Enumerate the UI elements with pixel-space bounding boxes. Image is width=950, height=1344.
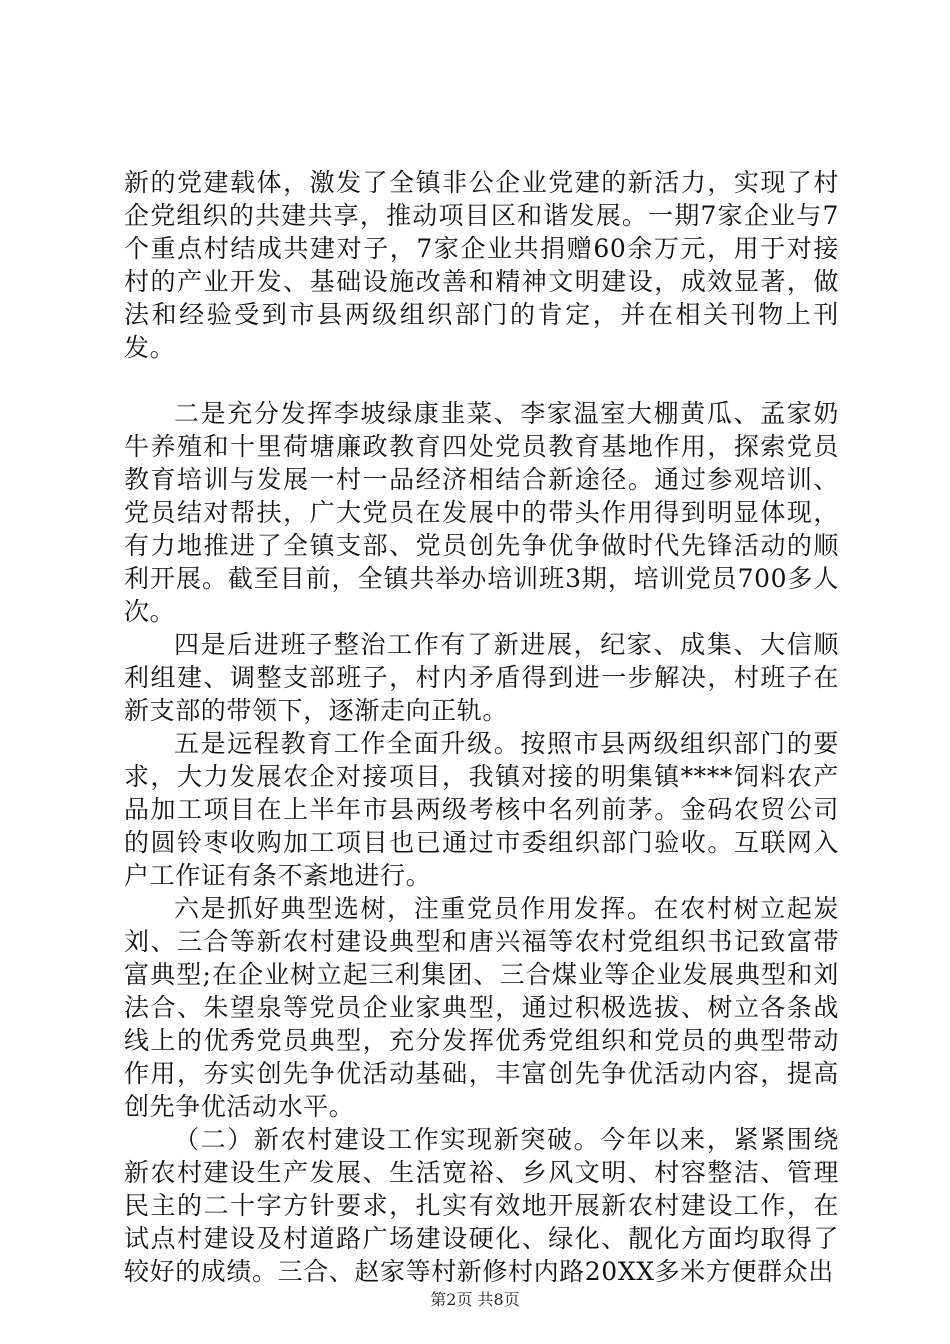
paragraph-intro-continued: 新的党建载体，激发了全镇非公企业党建的新活力，实现了村企党组织的共建共享，推动项目区和谐发展。一期7家企业与7个重点村结成共建对子，7家企业共捐赠60余万元，用于对接村的产业开发、基础设施改善和精神文明建设，成效显著，做法和经验受到市县两级组织部门的肯定，并在相关刊物上刊发。 bbox=[124, 168, 839, 362]
paragraph-section-two: （二）新农村建设工作实现新突破。今年以来，紧紧围绕新农村建设生产发展、生活宽裕、乡风文明、村容整洁、管理民主的二十字方针要求，扎实有效地开展新农村建设工作，在试点村建设及村道路广场建设硬化、绿化、靓化方面均取得了较好的成绩。三合、赵家等村新修村内路20XX多米方便群众出 bbox=[124, 1125, 839, 1286]
document-body bbox=[124, 166, 839, 1288]
page-number-footer: 第2页 共8页 bbox=[430, 1290, 520, 1309]
paragraph-point-six: 六是抓好典型选树，注重党员作用发挥。在农村树立起炭刘、三合等新农村建设典型和唐兴福等农村党组织书记致富带富典型;在企业树立起三利集团、三合煤业等企业发展典型和刘法合、朱望泉等党员企业家典型，通过积极选拔、树立各条战线上的优秀党员典型，充分发挥优秀党组织和党员的典型带动作用，夯实创先争优活动基础，丰富创先争优活动内容，提高创先争优活动水平。 bbox=[124, 894, 839, 1121]
paragraph-point-five: 五是远程教育工作全面升级。按照市县两级组织部门的要求，大力发展农企对接项目，我镇对接的明集镇****饲料农产品加工项目在上半年市县两级考核中名列前茅。金码农贸公司的圆铃枣收购加工项目也已通过市委组织部门验收。互联网入户工作证有条不紊地进行。 bbox=[124, 729, 839, 890]
paragraph-point-two: 二是充分发挥李坡绿康韭菜、李家温室大棚黄瓜、孟家奶牛养殖和十里荷塘廉政教育四处党员教育基地作用，探索党员教育培训与发展一村一品经济相结合新途径。通过参观培训、党员结对帮扶，广大党员在发展中的带头作用得到明显体现，有力地推进了全镇支部、党员创先争优争做时代先锋活动的顺利开展。截至目前，全镇共举办培训班3期，培训党员700多人次。 bbox=[124, 399, 839, 626]
paragraph-point-four: 四是后进班子整治工作有了新进展，纪家、成集、大信顺利组建、调整支部班子，村内矛盾得到进一步解决，村班子在新支部的带领下，逐渐走向正轨。 bbox=[124, 630, 839, 725]
